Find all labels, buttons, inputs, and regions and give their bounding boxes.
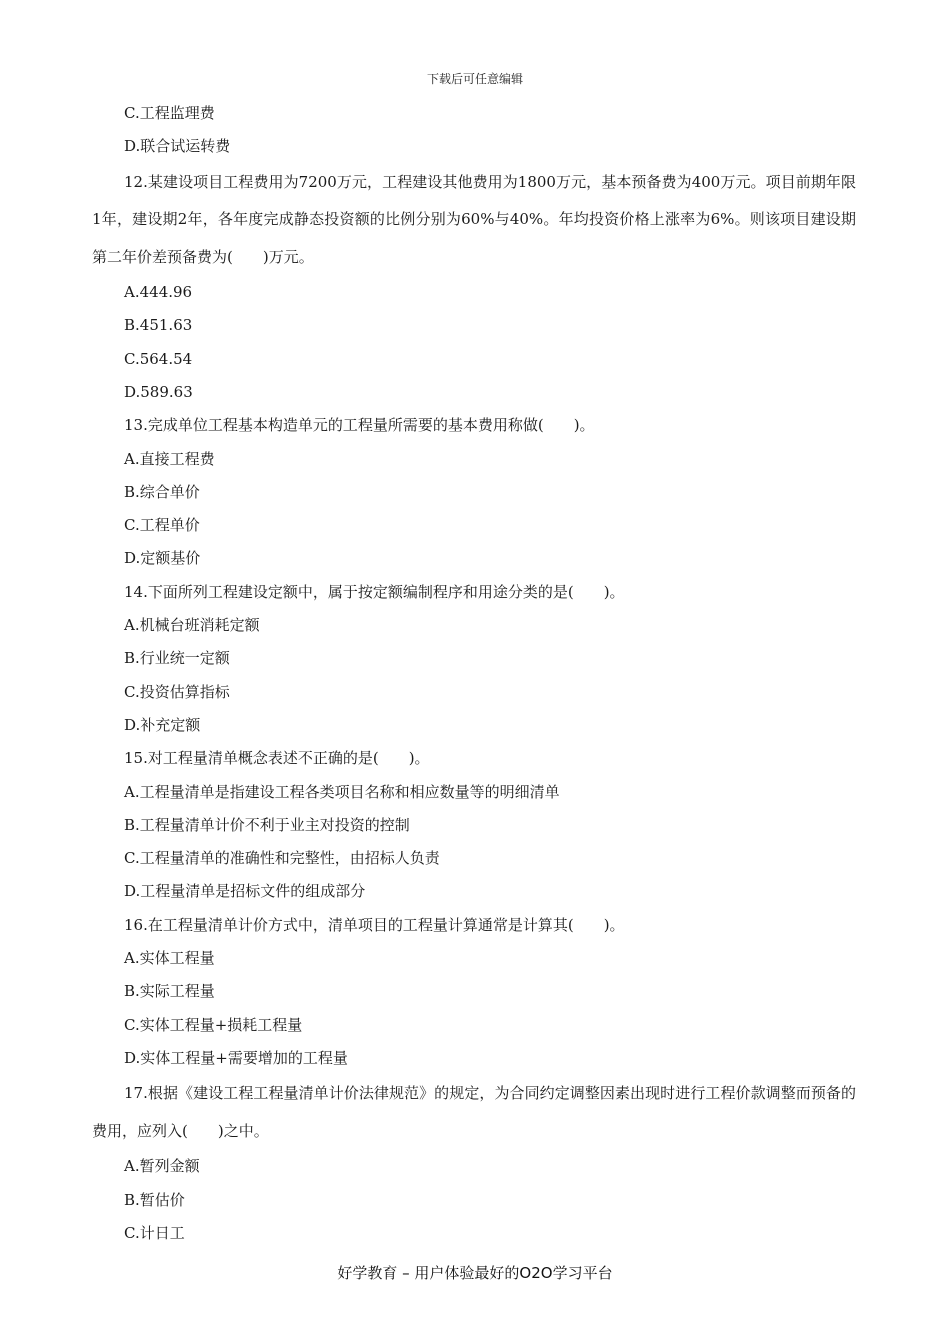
option-text: B.暂估价 — [124, 1190, 185, 1209]
question-16: 16.在工程量清单计价方式中，清单项目的工程量计算通常是计算其( )。 — [124, 915, 625, 934]
option-text: B.综合单价 — [124, 482, 200, 501]
option-text: C.工程监理费 — [124, 104, 215, 122]
option-text: A.机械台班消耗定额 — [124, 616, 260, 635]
option-text: C.实体工程量+损耗工程量 — [124, 1015, 303, 1034]
option-text: C.计日工 — [124, 1223, 185, 1242]
option-text: D.实体工程量+需要增加的工程量 — [124, 1048, 348, 1067]
option-text: A.暂列金额 — [124, 1157, 200, 1176]
option-text: C.工程量清单的准确性和完整性，由招标人负责 — [124, 849, 440, 868]
option-text: A.实体工程量 — [124, 949, 215, 968]
option-text: C.工程单价 — [124, 516, 200, 535]
option-text: A.直接工程费 — [124, 449, 215, 468]
option-text: B.实际工程量 — [124, 982, 215, 1001]
option-text: A.工程量清单是指建设工程各类项目名称和相应数量等的明细清单 — [124, 782, 560, 801]
option-text: D.联合试运转费 — [124, 137, 231, 156]
option-text: D.定额基价 — [124, 549, 201, 568]
question-15: 15.对工程量清单概念表述不正确的是( )。 — [124, 749, 430, 768]
document-body — [92, 97, 856, 1250]
option-text: B.451.63 — [124, 316, 193, 335]
option-text: B.工程量清单计价不利于业主对投资的控制 — [124, 815, 410, 834]
page-footer: 好学教育 – 用户体验最好的O2O学习平台 — [337, 1264, 613, 1282]
option-text: C.投资估算指标 — [124, 682, 230, 701]
option-text: D.589.63 — [124, 382, 193, 401]
option-text: C.564.54 — [124, 349, 193, 368]
question-17: 17.根据《建设工程工程量清单计价法律规范》的规定，为合同约定调整因素出现时进行工程价款调整而预备的费用，应列入( )之中。 — [92, 1084, 856, 1140]
question-12: 12.某建设项目工程费用为7200万元，工程建设其他费用为1800万元，基本预备费为400万元。项目前期年限1年，建设期2年，各年度完成静态投资额的比例分别为60%与40%。年均投资价格上涨率为6%。则该项目建设期第二年价差预备费为( )万元。 — [92, 172, 856, 266]
option-text: B.行业统一定额 — [124, 649, 230, 668]
question-14: 14.下面所列工程建设定额中，属于按定额编制程序和用途分类的是( )。 — [124, 582, 625, 601]
option-text: A.444.96 — [124, 283, 193, 302]
page-header: 下载后可任意编辑 — [426, 72, 523, 86]
option-text: D.工程量清单是招标文件的组成部分 — [124, 882, 366, 901]
option-text: D.补充定额 — [124, 715, 201, 734]
question-13: 13.完成单位工程基本构造单元的工程量所需要的基本费用称做( )。 — [124, 416, 595, 435]
